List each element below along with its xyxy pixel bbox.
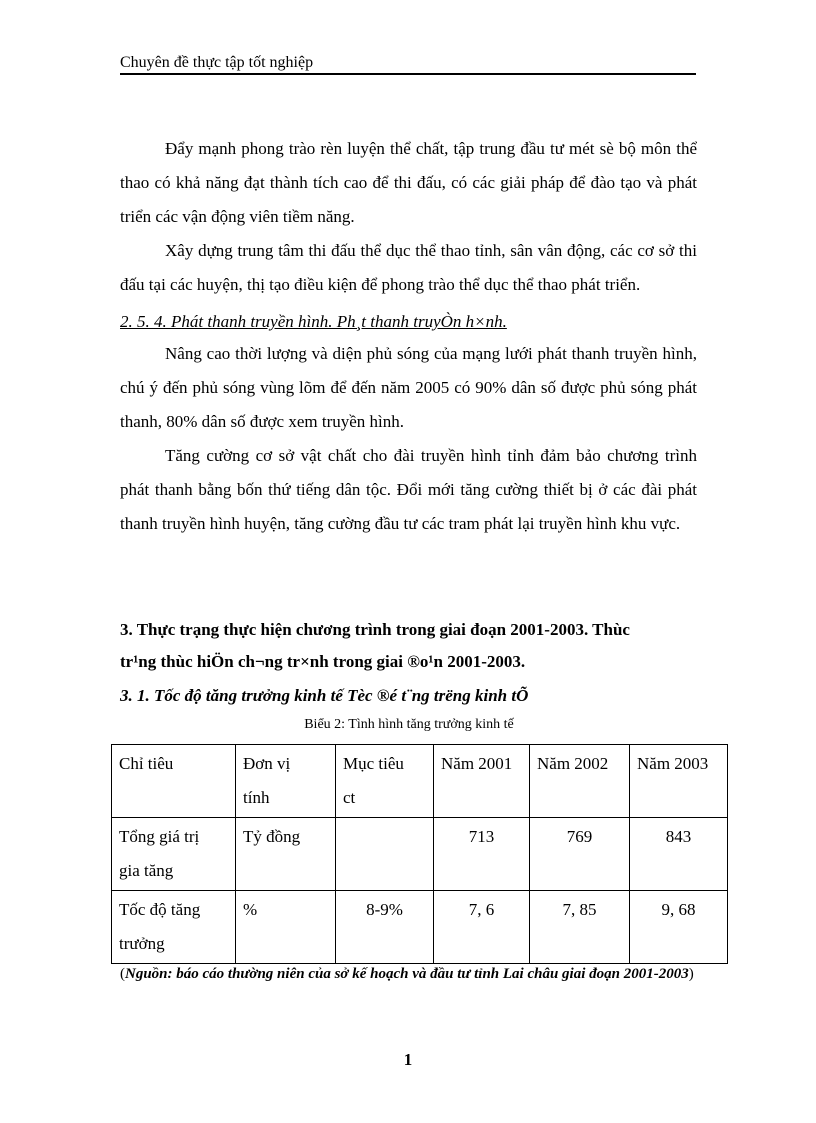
row-label xyxy=(112,818,236,891)
header-target xyxy=(336,745,434,818)
source-close-paren: ) xyxy=(688,966,694,982)
table-header-row xyxy=(112,745,728,818)
paragraph-broadcast-infrastructure: Tăng cường cơ sở vật chất cho đài truyền hình tỉnh đảm bảo chương trình phát thanh bằng bốn thứ tiếng dân tộc. Đổi mới tăng cường thiết bị ở các đài phát thanh truyền hình huyện, tăng cường đầu tư các tram phát lại truyền hình khu vực. xyxy=(120,446,697,533)
section-heading-3-line2: tr¹ng thùc hiÖn ch¬ng tr×nh trong giai ®o¹n 2001-2003. xyxy=(120,652,526,671)
row-label-line1: Tốc độ tăng xyxy=(119,900,201,919)
row-label xyxy=(112,891,236,964)
paragraph-broadcast-coverage: Nâng cao thời lượng và diện phủ sóng của mạng lưới phát thanh truyền hình, chú ý đến phủ sóng vùng lõm để đến năm 2005 có 90% dân số được phủ sóng phát thanh, 80% dân số được xem truyền hình. xyxy=(120,344,697,431)
table-row xyxy=(112,891,728,964)
header-target-line1: Mục tiêu xyxy=(343,754,404,773)
row-target: 8-9% xyxy=(336,891,434,964)
section-heading-3-line1: 3. Thực trạng thực hiện chương trình trong giai đoạn 2001-2003. Thùc xyxy=(120,620,630,639)
row-label-line2: trưởng xyxy=(119,934,165,953)
row-label-line2: gia tăng xyxy=(119,861,174,880)
row-label-line1: Tổng giá trị xyxy=(119,827,200,846)
row-unit: Tỷ đồng xyxy=(236,818,336,891)
header-year-2003: Năm 2003 xyxy=(630,745,728,818)
header-year-2001: Năm 2001 xyxy=(434,745,530,818)
table-caption: Biểu 2: Tình hình tăng trưởng kinh tế xyxy=(304,717,514,732)
row-value-2003: 9, 68 xyxy=(630,891,728,964)
row-value-2002: 7, 85 xyxy=(530,891,630,964)
paragraph-sports-training: Đẩy mạnh phong trào rèn luyện thể chất, tập trung đầu tư mét sè bộ môn thể thao có khả năng đạt thành tích cao để thi đấu, có các giải pháp để đào tạo và phát triển các vận động viên tiềm năng. xyxy=(120,139,697,226)
header-unit-line2: tính xyxy=(243,788,270,807)
row-target xyxy=(336,818,434,891)
paragraph-sports-facilities: Xây dựng trung tâm thi đấu thể dục thể thao tỉnh, sân vân động, các cơ sở thi đấu tại các huyện, thị tạo điều kiện để phong trào thể dục thể thao phát triển. xyxy=(120,241,697,294)
header-unit-line1: Đơn vị xyxy=(243,754,291,773)
subheading-broadcasting: 2. 5. 4. Phát thanh truyền hình. Ph¸t thanh truyÒn h×nh. xyxy=(120,312,507,331)
row-value-2001: 713 xyxy=(434,818,530,891)
growth-table xyxy=(111,744,728,964)
row-value-2001: 7, 6 xyxy=(434,891,530,964)
running-header: Chuyên đề thực tập tốt nghiệp xyxy=(120,54,696,75)
page-number: 1 xyxy=(403,1050,413,1069)
source-note xyxy=(120,956,698,992)
section-heading-3-1: 3. 1. Tốc độ tăng trưởng kinh tế Tèc ®é t¨ng trëng kinh tÕ xyxy=(120,686,529,705)
header-year-2002: Năm 2002 xyxy=(530,745,630,818)
row-unit: % xyxy=(236,891,336,964)
row-value-2003: 843 xyxy=(630,818,728,891)
source-open-paren: ( xyxy=(120,966,125,982)
header-unit xyxy=(236,745,336,818)
row-value-2002: 769 xyxy=(530,818,630,891)
header-indicator: Chỉ tiêu xyxy=(112,745,236,818)
header-target-line2: ct xyxy=(343,788,356,807)
table-row xyxy=(112,818,728,891)
source-text: Nguồn: báo cáo thường niên của sở kế hoạch và đầu tư tỉnh Lai châu giai đoạn 2001-2003 xyxy=(125,966,689,982)
